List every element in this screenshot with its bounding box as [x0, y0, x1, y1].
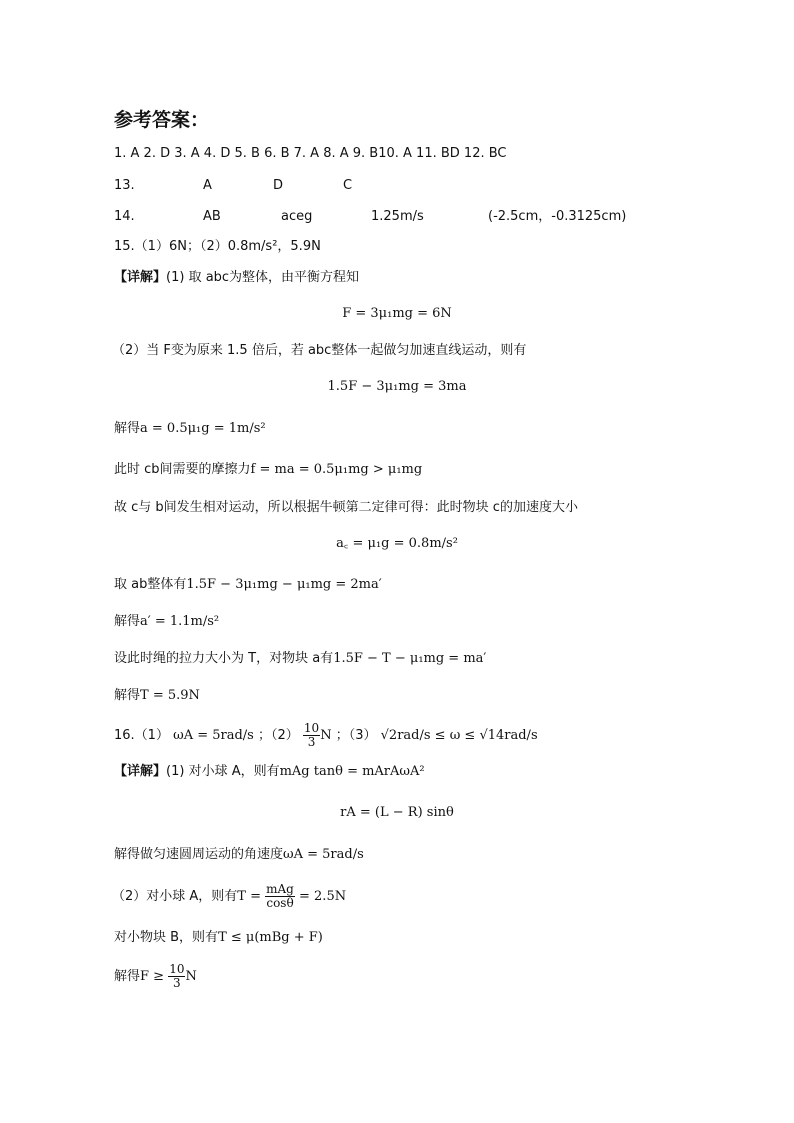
q15-l1-text: (1) 取 abc为整体，由平衡方程知: [166, 270, 360, 285]
q16-prefix: 16.（1）: [114, 728, 169, 743]
q15-eq3: a = 0.5μ₁g = 1m/s²: [140, 421, 266, 436]
q15-eq7: a′ = 1.1m/s²: [140, 614, 220, 629]
answers-1-12: 1. A 2. D 3. A 4. D 5. B 6. B 7. A 8. A 9. B10. A 11. BD 12. BC: [114, 146, 507, 161]
q15-eq9: T = 5.9N: [140, 688, 200, 703]
q15-eq8: 1.5F − T − μ₁mg = ma′: [333, 651, 487, 666]
q15-l5-text: 故 c与 b间发生相对运动，所以根据牛顿第二定律可得：此时物块 c的加速度大小: [114, 500, 578, 515]
q16-answer: [114, 722, 538, 749]
fraction-numerator: 10: [169, 962, 185, 976]
q15-eq1: F = 3μ₁mg = 6N: [342, 306, 452, 321]
fraction-numerator: 10: [303, 721, 320, 735]
q13-num: 13.: [114, 178, 135, 193]
q16-l3-text: 解得做匀速圆周运动的角速度: [114, 847, 284, 862]
q15-eq5: a꜀ = μ₁g = 0.8m/s²: [336, 536, 458, 551]
q16-eq4-fraction: [265, 883, 295, 910]
q16-l6-text: 解得: [114, 969, 141, 984]
q15-line7: [114, 613, 219, 631]
q16-detail-line1: [114, 763, 425, 781]
q15-l4-prefix: 此时 cb间需要的摩擦力: [114, 462, 251, 477]
fraction-denominator: cosθ: [266, 896, 294, 910]
q15-answer: 15.（1）6N；（2）0.8m/s²，5.9N: [114, 239, 321, 254]
q15-l6-prefix: 取 ab整体有: [114, 577, 187, 592]
q15-line4: [114, 461, 422, 479]
detail-tag: 【详解】: [114, 764, 167, 779]
q14-num: 14.: [114, 209, 135, 224]
q16-l5-text: 对小物块 B，则有: [114, 930, 219, 945]
q16-line4: [112, 882, 346, 912]
q14-answer-a: AB: [203, 209, 221, 224]
q14-answer-d: (-2.5cm，-0.3125cm): [488, 209, 627, 224]
q15-l8-prefix: 设此时绳的拉力大小为 T，对物块 a有: [114, 651, 334, 666]
q16-line6: [114, 962, 197, 992]
q16-eq4-rhs: = 2.5N: [299, 889, 347, 904]
q16-eq6-unit: N: [185, 969, 197, 984]
q13-answer-c: C: [343, 178, 353, 193]
q13-answer-a: A: [203, 178, 212, 193]
q16-eq6-lhs: F ≥: [140, 969, 165, 984]
q16-answer-2-unit: N: [320, 728, 332, 743]
q15-l3-prefix: 解得: [114, 421, 141, 436]
q16-l1-text: (1) 对小球 A，则有: [166, 764, 280, 779]
q15-l9-prefix: 解得: [114, 688, 141, 703]
q16-line3: [114, 846, 364, 864]
q15-line3: [114, 420, 266, 438]
q15-l7-prefix: 解得: [114, 614, 141, 629]
q15-l2-text: （2）当 F变为原来 1.5 倍后，若 abc整体一起做匀加速直线运动，则有: [112, 343, 527, 358]
q13-answer-b: D: [273, 178, 284, 193]
q16-line5: [114, 929, 323, 947]
q16-eq1: mAg tanθ = mArAωA²: [279, 764, 425, 779]
q14-answer-b: aceg: [281, 209, 313, 224]
q15-detail-line1: [114, 269, 359, 287]
q16-eq2: rA = (L − R) sinθ: [340, 805, 454, 820]
q15-line9: [114, 687, 200, 705]
q15-line6: [114, 576, 382, 594]
q16-eq6-fraction: [168, 963, 185, 990]
page-title: 参考答案：: [114, 109, 210, 131]
q16-l4-text: （2）对小球 A，则有: [112, 889, 238, 904]
q14-answer-c: 1.25m/s: [371, 209, 424, 224]
q16-eq3: ωA = 5rad/s: [283, 847, 364, 862]
q16-sep2: ；（3）: [335, 728, 377, 743]
q16-sep1: ；（2）: [258, 728, 299, 743]
q16-answer-2-fraction: [303, 722, 320, 749]
q16-answer-3: √2rad/s ≤ ω ≤ √14rad/s: [380, 728, 538, 743]
q15-eq6: 1.5F − 3μ₁mg − μ₁mg = 2ma′: [186, 577, 382, 592]
fraction-denominator: 3: [307, 735, 316, 749]
q15-eq2: 1.5F − 3μ₁mg = 3ma: [327, 379, 467, 394]
detail-tag: 【详解】: [114, 270, 167, 285]
q15-eq4: f = ma = 0.5μ₁mg > μ₁mg: [250, 462, 423, 477]
fraction-numerator: mAg: [266, 882, 294, 896]
q16-eq5: T ≤ μ(mBg + F): [218, 930, 323, 945]
q15-line8: [114, 650, 486, 668]
fraction-denominator: 3: [173, 976, 181, 990]
q16-eq4-lhs: T =: [237, 889, 261, 904]
q16-answer-1: ωA = 5rad/s: [173, 728, 254, 743]
